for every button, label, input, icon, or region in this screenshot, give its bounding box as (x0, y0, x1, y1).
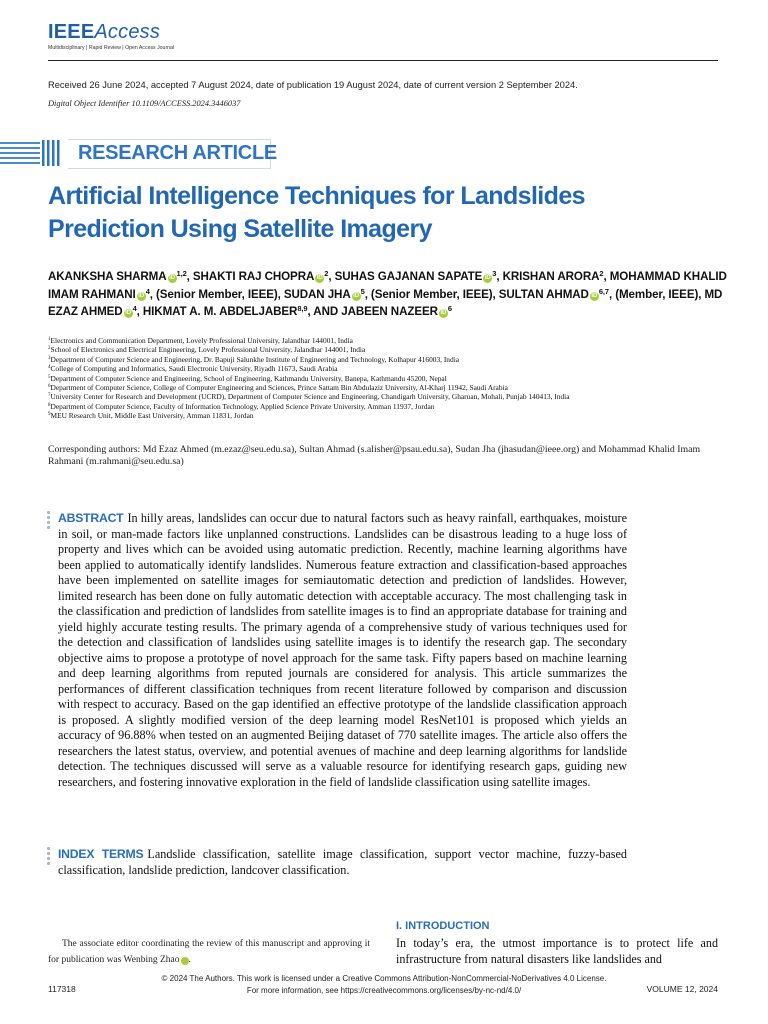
affiliation-item (48, 336, 728, 345)
affiliation-text: Department of Computer Science, College of Computer Engineering and Sciences, Prince Sattam Bin Abdulaziz University, Al-Kharj 11942, Saudi Arabia (50, 383, 508, 393)
author-note: , (603, 270, 610, 283)
author-note: , AND (307, 305, 342, 319)
abstract-label: ABSTRACT (58, 511, 124, 525)
affiliation-item (48, 345, 728, 354)
author-note: , (496, 270, 503, 283)
doi-line[interactable]: Digital Object Identifier 10.1109/ACCESS.2024.3446037 (48, 99, 241, 108)
affiliation-item (48, 402, 728, 411)
orcid-icon[interactable]: iD (440, 310, 447, 317)
author-affiliation-ref: 1,2 (176, 269, 187, 278)
header-divider (48, 60, 718, 61)
author-affiliation-ref: 5 (360, 286, 365, 296)
affiliation-item (48, 374, 728, 383)
author-note: , (Member, IEEE), (608, 287, 705, 301)
paper-title: Artificial Intelligence Techniques for Landslides Prediction Using Satellite Imagery (48, 182, 585, 243)
author-affiliation-ref: 8,9 (297, 304, 308, 314)
affiliation-text: University Center for Research and Development (UCRD), Department of Computer Science and Engineering, Chandigarh University, Gharuan, Mohali, Punjab 140413, India (50, 392, 570, 402)
author-note: , (328, 270, 335, 283)
author-affiliation-ref: 3 (492, 269, 497, 278)
page-number: 117318 (48, 984, 76, 994)
affiliation-number: 2 (48, 346, 51, 352)
author-affiliation-ref: 2 (324, 269, 329, 278)
author-name: HIKMAT A. M. ABDELJABER (142, 305, 298, 319)
author-affiliation-ref: 6,7 (598, 286, 609, 296)
abstract-text: In hilly areas, landslides can occur due to natural factors such as heavy rainfall, earthquakes, moisture in soil, or man-made factors like unplanned constructions. Landslides can be disastrous leading to a huge loss of property and lives which can be avoided using automatic prediction. Recently, machine learning algorithms have been applied to automatically identify landslides. Numerous feature extraction and classification-based approaches have been implemented on satellite images for semiautomatic detection and prediction of landslides. However, limited research has been done on fully automatic detection with acceptable accuracy. The most challenging task in the classification and prediction of landslides from satellite images is to find an appropriate database for training and yield highly accurate testing results. The primary agenda of a comprehensive study of various techniques used for the detection and classification of landslides using satellite images is to identify the research gap. The secondary objective aims to propose a prototype of novel approach for the same task. Fifty papers based on machine learning and deep learning algorithms from reputed journals are considered for analysis. This article summarizes the performances of different classification techniques from recent literature followed by comparison and discussion with respect to accuracy. Based on the gap identified an effective prototype of the landslide classification approach is proposed. A slightly modified version of the deep learning model ResNet101 is proposed which yields an accuracy of 96.88% when tested on an augmented Beijing dataset of 770 satellite images. The article also offers the researchers the latest status, overview, and potential avenues of machine and deep learning algorithms for landslide detection. The techniques discussed will serve as a valuable resource for identifying research gaps, guiding new researchers, and fostering innovative exploration in the field of landslide classification using satellite images. (58, 511, 627, 789)
journal-name-italic: Access (94, 21, 161, 43)
affiliation-list (48, 336, 728, 421)
orcid-icon[interactable]: iD (316, 275, 323, 281)
affiliation-item (48, 383, 728, 392)
introduction-text: In today’s era, the utmost importance is to protect life and infrastructure from natural disasters like landslides and (396, 936, 718, 966)
publication-dates: Received 26 June 2024, accepted 7 August 2024, date of publication 19 August 2024, date of current version 2 September 2024. (48, 80, 578, 90)
affiliation-text: Department of Computer Science and Engineering, School of Engineering, Kathmandu University, Banepa, Kathmandu 45200, Nepal (50, 373, 447, 383)
affiliation-number: 7 (48, 393, 51, 399)
affiliation-text: Department of Computer Science and Engineering, Dr. Bapuji Salunkhe Institute of Engineering and Technology, Kolhapur 416003, India (50, 354, 460, 364)
affiliation-text: MEU Research Unit, Middle East University, Amman 11831, Jordan (50, 411, 254, 421)
author-affiliation-ref: 6 (447, 304, 452, 314)
author-note: , (136, 305, 143, 319)
affiliation-text: Electronics and Communication Department, Lovely Professional University, Jalandhar 144001, India (50, 336, 353, 345)
affiliation-number: 3 (48, 355, 51, 361)
affiliation-number: 9 (48, 412, 51, 418)
journal-logo[interactable] (48, 22, 174, 51)
orcid-icon[interactable]: iD (169, 275, 175, 281)
journal-tagline: Multidisciplinary | Rapid Review | Open Access Journal (48, 45, 175, 51)
abstract-section (58, 511, 627, 790)
author-name: KRISHAN ARORA (502, 270, 600, 283)
affiliation-item (48, 392, 728, 401)
author-affiliation-ref: 4 (145, 286, 150, 296)
orcid-icon[interactable]: iD (125, 310, 131, 317)
affiliation-item (48, 355, 728, 364)
article-type-label: RESEARCH ARTICLE (78, 142, 277, 164)
orcid-icon[interactable]: iD (138, 292, 145, 299)
author-affiliation-ref: 2 (599, 269, 604, 278)
orcid-icon[interactable]: iD (484, 275, 491, 281)
author-name: SULTAN AHMAD (498, 287, 589, 301)
index-terms-label: INDEX TERMS (58, 847, 144, 861)
orcid-icon[interactable]: iD (591, 292, 598, 299)
abstract-marker (47, 511, 50, 531)
affiliation-number: 4 (48, 365, 51, 371)
author-name: AKANKSHA SHARMA (48, 270, 167, 283)
affiliation-number: 1 (48, 337, 51, 342)
author-note: , (Senior Member, IEEE), (364, 287, 499, 301)
author-affiliation-ref: 4 (132, 304, 137, 314)
editor-note-text: The associate editor coordinating the review of this manuscript and approving it for publication was Wenbing Zhao (48, 939, 370, 965)
author-name: JABEEN NAZEER (341, 305, 438, 319)
author-name: MD EZAZ AHMED (48, 287, 723, 319)
author-note: , (Senior Member, IEEE), (149, 287, 284, 301)
affiliation-item (48, 364, 728, 373)
author-name: MOHAMMAD KHALID IMAM RAHMANI (48, 270, 727, 301)
author-note: , (186, 270, 193, 283)
author-name: SHAKTI RAJ CHOPRA (192, 270, 315, 283)
author-name: SUHAS GAJANAN SAPATE (334, 270, 483, 283)
orcid-icon[interactable]: iD (181, 957, 189, 965)
affiliation-number: 8 (48, 402, 51, 408)
stripes-decoration-icon (0, 140, 64, 166)
affiliation-number: 6 (48, 384, 51, 390)
affiliation-text: Department of Computer Science, Faculty of Information Technology, Applied Science Private University, Amman 11937, Jordan (50, 401, 435, 411)
introduction-heading: I. INTRODUCTION (396, 920, 490, 932)
editor-note: The associate editor coordinating the review of this manuscript and approving it for publication was Wenbing Zhao iD. (48, 939, 370, 965)
index-terms-section (58, 847, 627, 878)
affiliation-text: College of Computing and Informatics, Saudi Electronic University, Riyadh 11673, Saudi Arabia (50, 364, 338, 374)
corresponding-authors: Corresponding authors: Md Ezaz Ahmed (m.ezaz@seu.edu.sa), Sultan Ahmad (s.alisher@psau.edu.sa), Sudan Jha (jhasudan@ieee.org) and Mohammad Khalid Imam Rahmani (m.rahmani@seu.edu.sa) (48, 444, 701, 468)
affiliation-text: School of Electronics and Electrical Engineering, Lovely Professional University, Jalandhar 144001, India (50, 345, 366, 355)
license-line-1[interactable]: © 2024 The Authors. This work is licensed under a Creative Commons Attribution-NonCommercial-NoDerivatives 4.0 License. (161, 974, 607, 983)
orcid-icon[interactable]: iD (353, 292, 360, 299)
volume-label: VOLUME 12, 2024 (646, 984, 718, 994)
author-list (48, 268, 728, 321)
license-line-2[interactable]: For more information, see https://creativecommons.org/licenses/by-nc-nd/4.0/ (246, 985, 522, 995)
affiliation-item (48, 411, 728, 420)
index-terms-text: Landslide classification, satellite image classification, support vector machine, fuzzy-based classification, landslide prediction, landcover classification. (58, 847, 627, 877)
index-terms-marker (47, 847, 50, 867)
author-name: SUDAN JHA (283, 287, 351, 301)
journal-name-bold: IEEE (48, 21, 95, 43)
affiliation-number: 5 (48, 374, 51, 380)
